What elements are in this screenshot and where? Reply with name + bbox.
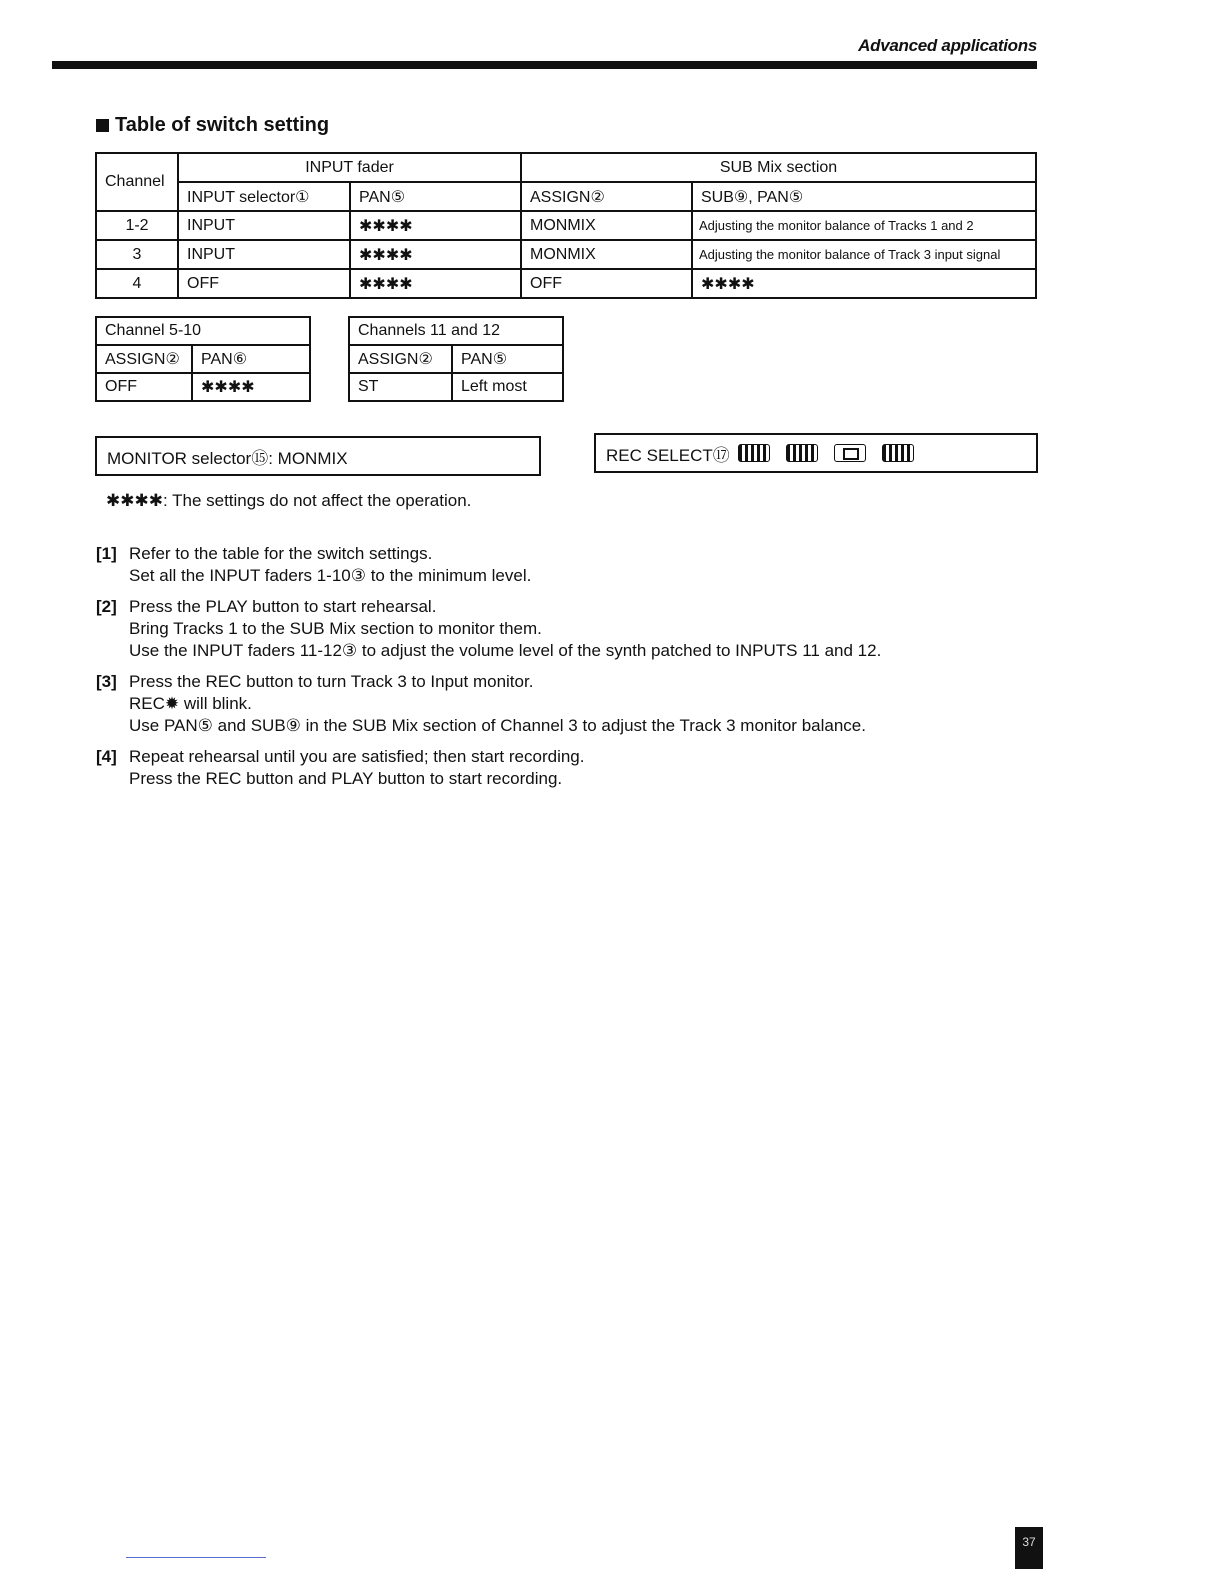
header-pan: PAN⑤ bbox=[350, 182, 521, 211]
table-column-row bbox=[96, 182, 1036, 211]
list-item bbox=[96, 671, 881, 737]
cell-input: INPUT bbox=[178, 240, 350, 269]
cell-sub: Adjusting the monitor balance of Tracks 1 and 2 bbox=[692, 211, 1036, 240]
monitor-selector-box bbox=[95, 436, 541, 476]
section-heading-text: Table of switch setting bbox=[115, 114, 330, 136]
header-channel: Channel bbox=[96, 153, 178, 211]
cell-input: INPUT bbox=[178, 211, 350, 240]
rec-track4-off-icon bbox=[882, 444, 914, 462]
cell-input: OFF bbox=[178, 269, 350, 298]
table-title: Channel 5-10 bbox=[96, 317, 310, 345]
cell-channel: 4 bbox=[96, 269, 178, 298]
header-assign: ASSIGN② bbox=[96, 345, 192, 373]
cell-pan: ✱✱✱✱ bbox=[192, 373, 310, 401]
step-number: [1] bbox=[96, 544, 117, 563]
header-input-selector: INPUT selector① bbox=[178, 182, 350, 211]
cell-pan: ✱✱✱✱ bbox=[350, 269, 521, 298]
table-row bbox=[96, 211, 1036, 240]
step-line: Refer to the table for the switch settings. bbox=[129, 544, 433, 563]
step-number: [3] bbox=[96, 672, 117, 691]
page-header-title: Advanced applications bbox=[858, 36, 1037, 55]
header-assign: ASSIGN② bbox=[349, 345, 452, 373]
bullet-square-icon bbox=[96, 119, 109, 132]
step-number: [2] bbox=[96, 597, 117, 616]
table-title: Channels 11 and 12 bbox=[349, 317, 563, 345]
header-sub-mix: SUB Mix section bbox=[521, 153, 1036, 182]
channel-5-10-table bbox=[95, 316, 311, 402]
table-group-row bbox=[96, 153, 1036, 182]
step-line: Press the REC button and PLAY button to start recording. bbox=[129, 769, 563, 788]
header-sub-pan: SUB⑨, PAN⑤ bbox=[692, 182, 1036, 211]
header-pan: PAN⑥ bbox=[192, 345, 310, 373]
table-row bbox=[96, 240, 1036, 269]
step-line: Press the REC button to turn Track 3 to Input monitor. bbox=[129, 672, 534, 691]
cell-assign: MONMIX bbox=[521, 211, 692, 240]
section-heading bbox=[96, 114, 329, 137]
cell-pan: ✱✱✱✱ bbox=[350, 211, 521, 240]
cell-pan: ✱✱✱✱ bbox=[350, 240, 521, 269]
cell-sub: ✱✱✱✱ bbox=[692, 269, 1036, 298]
rec-select-label: REC SELECT⑰ bbox=[606, 445, 730, 465]
rec-track3-on-icon bbox=[834, 444, 866, 462]
header-input-fader: INPUT fader bbox=[178, 153, 521, 182]
rec-select-box bbox=[594, 433, 1038, 473]
cell-assign: OFF bbox=[521, 269, 692, 298]
list-item bbox=[96, 746, 881, 790]
cell-sub: Adjusting the monitor balance of Track 3 input signal bbox=[692, 240, 1036, 269]
channels-11-12-table bbox=[348, 316, 564, 402]
cell-assign: ST bbox=[349, 373, 452, 401]
list-item bbox=[96, 596, 881, 662]
cell-pan: Left most bbox=[452, 373, 563, 401]
page-number: 37 bbox=[1015, 1527, 1043, 1569]
step-line: Bring Tracks 1 to the SUB Mix section to monitor them. bbox=[129, 619, 542, 638]
cell-assign: MONMIX bbox=[521, 240, 692, 269]
rec-select-indicators bbox=[738, 444, 914, 462]
step-line: Use the INPUT faders 11-12③ to adjust the volume level of the synth patched to INPUTS 11 and 12. bbox=[129, 641, 882, 660]
list-item bbox=[96, 543, 881, 587]
rec-track2-off-icon bbox=[786, 444, 818, 462]
step-line: Repeat rehearsal until you are satisfied; then start recording. bbox=[129, 747, 585, 766]
step-number: [4] bbox=[96, 747, 117, 766]
switch-setting-table bbox=[95, 152, 1037, 299]
cell-channel: 3 bbox=[96, 240, 178, 269]
rec-track1-off-icon bbox=[738, 444, 770, 462]
header-assign: ASSIGN② bbox=[521, 182, 692, 211]
step-line: Set all the INPUT faders 1-10③ to the minimum level. bbox=[129, 566, 532, 585]
cell-channel: 1-2 bbox=[96, 211, 178, 240]
header-rule bbox=[52, 61, 1037, 69]
table-row bbox=[96, 269, 1036, 298]
step-line: REC✹ will blink. bbox=[129, 694, 252, 713]
cell-assign: OFF bbox=[96, 373, 192, 401]
procedure-steps bbox=[96, 543, 881, 799]
monitor-selector-text: MONITOR selector⑮: MONMIX bbox=[107, 448, 348, 468]
header-pan: PAN⑤ bbox=[452, 345, 563, 373]
settings-note: ✱✱✱✱: The settings do not affect the operation. bbox=[106, 491, 472, 510]
footer-rule bbox=[126, 1557, 266, 1558]
step-line: Use PAN⑤ and SUB⑨ in the SUB Mix section of Channel 3 to adjust the Track 3 monitor balance. bbox=[129, 716, 866, 735]
step-line: Press the PLAY button to start rehearsal. bbox=[129, 597, 437, 616]
